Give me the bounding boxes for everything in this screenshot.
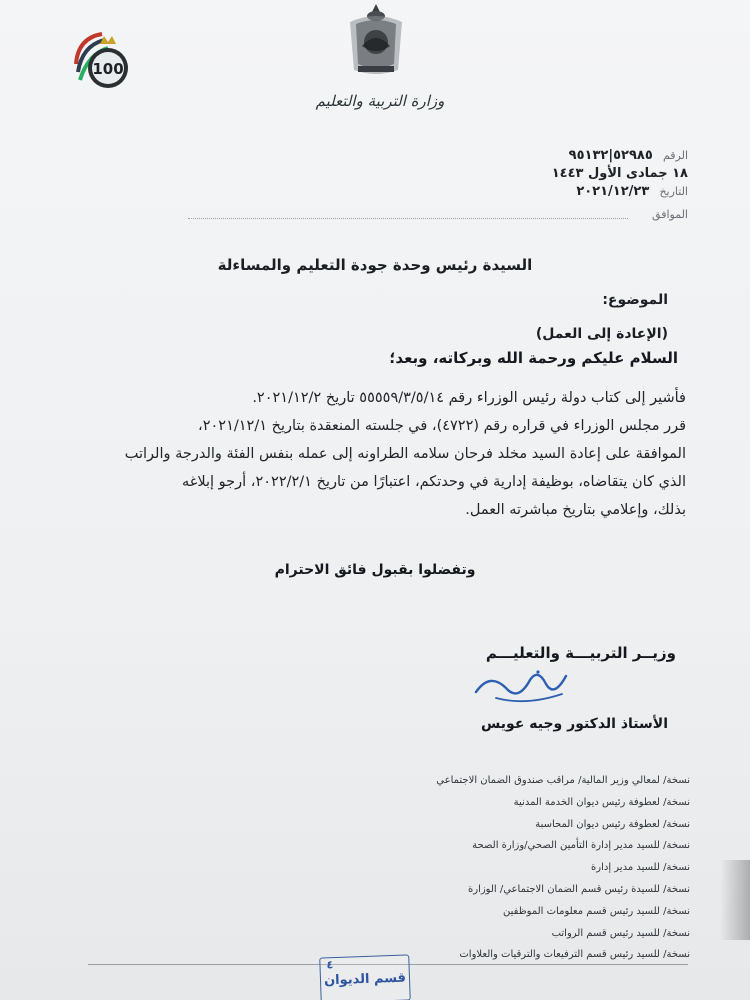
reference-corresponding-label: الموافق (652, 208, 688, 221)
body-line: بذلك، وإعلامي بتاريخ مباشرته العمل. (465, 502, 686, 518)
stamp-number: ٤ (326, 958, 334, 972)
reference-date-value: ٢٠٢١/١٢/٢٣ (576, 184, 650, 199)
letter-body (56, 384, 686, 524)
copies-list (270, 770, 690, 966)
greeting: السلام عليكم ورحمة الله وبركاته، وبعد؛ (389, 349, 678, 367)
addressee: السيدة رئيس وحدة جودة التعليم والمساءلة (217, 256, 533, 274)
copy-item: نسخة/ للسيد رئيس قسم الترفيعات والترقيات والعلاوات (459, 949, 690, 961)
royal-emblem-icon (336, 0, 416, 80)
body-line: الذي كان يتقاضاه، بوظيفة إدارية في وحدتكم، اعتبارًا من تاريخ ٢٠٢٢/٢/١، أرجو إبلاغه (182, 474, 686, 490)
reference-corresponding (458, 207, 688, 222)
signature-icon (466, 662, 586, 708)
copy-item: نسخة/ لمعالي وزير المالية/ مراقب صندوق الضمان الاجتماعي (436, 775, 690, 786)
centennial-logo-icon (68, 24, 138, 94)
copy-item: نسخة/ للسيد رئيس قسم معلومات الموظفين (503, 905, 690, 917)
reference-date-label: التاريخ (659, 185, 688, 198)
reference-divider (188, 218, 628, 219)
reference-hijri-value: ١٨ جمادى الأول ١٤٤٣ (551, 166, 688, 181)
reference-number (458, 148, 688, 163)
copy-item: نسخة/ للسيد رئيس قسم الرواتب (551, 927, 690, 939)
subject-label: الموضوع: (602, 292, 668, 308)
page-edge-shadow (720, 860, 750, 940)
copy-item: نسخة/ للسيد مدير إدارة (591, 862, 690, 874)
stamp-text: قسم الديوان (323, 970, 407, 989)
signer-name: الأستاذ الدكتور وجيه عويس (481, 716, 668, 732)
body-line: قرر مجلس الوزراء في قراره رقم (٤٧٢٢)، في جلسته المنعقدة بتاريخ ٢٠٢١/١٢/١، (198, 418, 686, 434)
subject-value: (الإعادة إلى العمل) (535, 326, 668, 342)
signer-title: وزيــر التربيـــة والتعليـــم (485, 644, 676, 662)
reference-number-label: الرقم (662, 149, 688, 162)
copy-item: نسخة/ لعطوفة رئيس ديوان المحاسبة (535, 818, 690, 830)
copy-item: نسخة/ للسيد مدير إدارة التأمين الصحي/وزارة الصحة (472, 840, 690, 852)
copy-item: نسخة/ لعطوفة رئيس ديوان الخدمة المدنية (513, 796, 690, 808)
closing: وتفضلوا بقبول فائق الاحترام (274, 562, 476, 578)
ministry-name: وزارة التربية والتعليم (315, 92, 445, 110)
body-line: فأشير إلى كتاب دولة رئيس الوزراء رقم ٥٥٥٥٩/٣/٥/١٤ تاريخ ٢٠٢١/١٢/٢. (252, 390, 686, 406)
reference-number-value: ٥٢٩٨٥|٩٥١٣٢ (568, 148, 653, 163)
body-line: الموافقة على إعادة السيد مخلد فرحان سلامه الطراونه إلى عمله بنفس الفئة والدرجة والراتب (124, 446, 686, 462)
reference-date (458, 184, 688, 199)
copy-item: نسخة/ للسيدة رئيس قسم الضمان الاجتماعي/ الوزارة (468, 883, 690, 895)
centennial-number: 100 (92, 60, 124, 78)
reference-hijri (458, 166, 688, 181)
office-stamp (319, 954, 411, 1000)
